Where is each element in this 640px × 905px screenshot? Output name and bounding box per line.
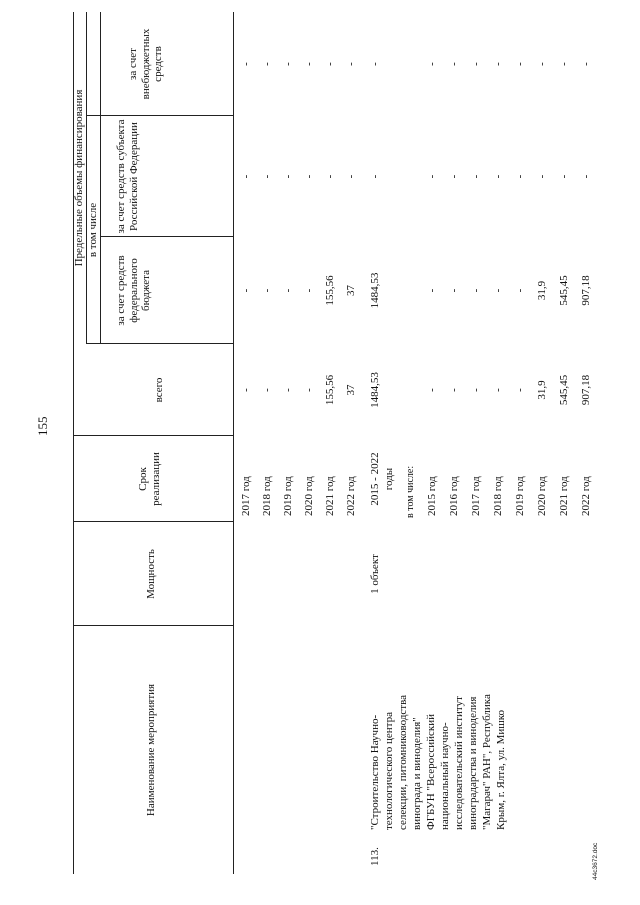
row-regional: - bbox=[282, 174, 294, 179]
summary-extra: - bbox=[369, 62, 381, 66]
row-federal: - bbox=[240, 288, 252, 293]
header-capacity: Мощность bbox=[145, 549, 157, 599]
entry-name-line: национальный научно- bbox=[439, 722, 451, 830]
including-group-rule bbox=[100, 12, 101, 344]
row-total: - bbox=[492, 388, 504, 392]
row-total: 545,45 bbox=[558, 374, 570, 406]
row-extra: - bbox=[580, 62, 592, 66]
header-bottom-rule bbox=[233, 12, 234, 874]
entry-name-line: "Магарач" РАН", Республика bbox=[481, 694, 493, 830]
row-period: 2020 год bbox=[303, 476, 315, 516]
entry-name-line: винограда и виноделия" bbox=[411, 717, 423, 830]
row-regional: - bbox=[514, 174, 526, 179]
row-total: 37 bbox=[345, 384, 357, 396]
header-funding-group: Предельные объемы финансирования bbox=[73, 89, 85, 267]
entry-name-line: исследовательский институт bbox=[453, 696, 465, 830]
header-total: всего bbox=[153, 377, 165, 403]
row-period: 2018 год bbox=[261, 476, 273, 516]
row-period: 2017 год bbox=[470, 476, 482, 516]
row-period: 2019 год bbox=[282, 476, 294, 516]
row-regional: - bbox=[261, 174, 273, 179]
header-regional: за счет средств субъекта Российской Федерации bbox=[115, 119, 140, 234]
row-extra: - bbox=[324, 62, 336, 66]
row-federal: - bbox=[261, 288, 273, 293]
row-extra: - bbox=[558, 62, 570, 66]
row-period: 2021 год bbox=[558, 476, 570, 516]
funding-table bbox=[73, 12, 592, 874]
row-regional: - bbox=[580, 174, 592, 179]
row-period: 2022 год bbox=[580, 476, 592, 516]
row-period: 2017 год bbox=[240, 476, 252, 516]
row-total: - bbox=[514, 388, 526, 392]
entry-name-line: селекции, питомниководства bbox=[397, 694, 409, 830]
row-total: - bbox=[303, 388, 315, 392]
summary-period-line: 2015 - 2022 bbox=[369, 452, 381, 506]
row-regional: - bbox=[324, 174, 336, 179]
summary-regional: - bbox=[369, 174, 381, 179]
row-regional: - bbox=[492, 174, 504, 179]
summary-federal: 1484,53 bbox=[369, 272, 381, 309]
row-extra: - bbox=[448, 62, 460, 66]
row-regional: - bbox=[536, 174, 548, 179]
row-total: - bbox=[448, 388, 460, 392]
row-federal: 37 bbox=[345, 285, 357, 296]
row-extra: - bbox=[303, 62, 315, 66]
summary-period-line: годы bbox=[383, 467, 395, 491]
including-label: в том числе: bbox=[405, 465, 416, 518]
entry-name-line: технологического центра bbox=[383, 712, 395, 830]
row-regional: - bbox=[448, 174, 460, 179]
row-total: 907,18 bbox=[580, 374, 592, 406]
entry-number: 113. bbox=[369, 847, 381, 866]
row-total: - bbox=[282, 388, 294, 392]
row-federal: - bbox=[448, 288, 460, 293]
page-number: 155 bbox=[35, 416, 50, 436]
entry-name-line: "Строительство Научно- bbox=[369, 714, 381, 830]
entry-name-line: ФГБУН "Всероссийский bbox=[425, 714, 437, 830]
row-period: 2019 год bbox=[514, 476, 526, 516]
row-extra: - bbox=[261, 62, 273, 66]
entry-name-line: Крым, г. Ялта, ул. Мишко bbox=[495, 709, 507, 830]
row-regional: - bbox=[345, 174, 357, 179]
header-period: Срок реализации bbox=[137, 452, 162, 506]
entry-name-line: виноградарства и виноделия bbox=[467, 696, 479, 830]
row-regional: - bbox=[303, 174, 315, 179]
row-federal: 907,18 bbox=[580, 275, 592, 306]
row-extra: - bbox=[492, 62, 504, 66]
header-including: в том числе bbox=[87, 202, 99, 258]
row-federal: - bbox=[492, 288, 504, 293]
header-name: Наименование мероприятия bbox=[145, 683, 157, 817]
row-total: 31,9 bbox=[536, 380, 548, 400]
entry-capacity: 1 объект bbox=[369, 554, 381, 594]
row-federal: 31,9 bbox=[536, 280, 548, 301]
row-period: 2018 год bbox=[492, 476, 504, 516]
row-total: 155,56 bbox=[324, 374, 336, 406]
row-regional: - bbox=[426, 174, 438, 179]
document-code: 44с3672.doc bbox=[592, 842, 599, 880]
summary-total: 1484,53 bbox=[369, 372, 381, 408]
row-extra: - bbox=[345, 62, 357, 66]
row-total: - bbox=[261, 388, 273, 392]
row-total: - bbox=[470, 388, 482, 392]
row-federal: - bbox=[303, 288, 315, 293]
row-extra: - bbox=[536, 62, 548, 66]
row-period: 2016 год bbox=[448, 476, 460, 516]
row-period: 2015 год bbox=[426, 476, 438, 516]
row-federal: - bbox=[470, 288, 482, 293]
row-period: 2022 год bbox=[345, 476, 357, 516]
row-extra: - bbox=[282, 62, 294, 66]
header-federal: за счет средств федерального бюджета bbox=[115, 255, 152, 326]
row-extra: - bbox=[240, 62, 252, 66]
row-period: 2020 год bbox=[536, 476, 548, 516]
row-period: 2021 год bbox=[324, 476, 336, 516]
row-total: - bbox=[240, 388, 252, 392]
row-regional: - bbox=[470, 174, 482, 179]
row-federal: 545,45 bbox=[558, 275, 570, 306]
header-extra: за счет внебюджетных средств bbox=[127, 28, 164, 100]
row-federal: - bbox=[514, 288, 526, 293]
row-extra: - bbox=[470, 62, 482, 66]
row-federal: - bbox=[426, 288, 438, 293]
row-regional: - bbox=[558, 174, 570, 179]
row-total: - bbox=[426, 388, 438, 392]
row-extra: - bbox=[426, 62, 438, 66]
row-regional: - bbox=[240, 174, 252, 179]
row-federal: 155,56 bbox=[324, 275, 336, 306]
row-federal: - bbox=[282, 288, 294, 293]
row-extra: - bbox=[514, 62, 526, 66]
